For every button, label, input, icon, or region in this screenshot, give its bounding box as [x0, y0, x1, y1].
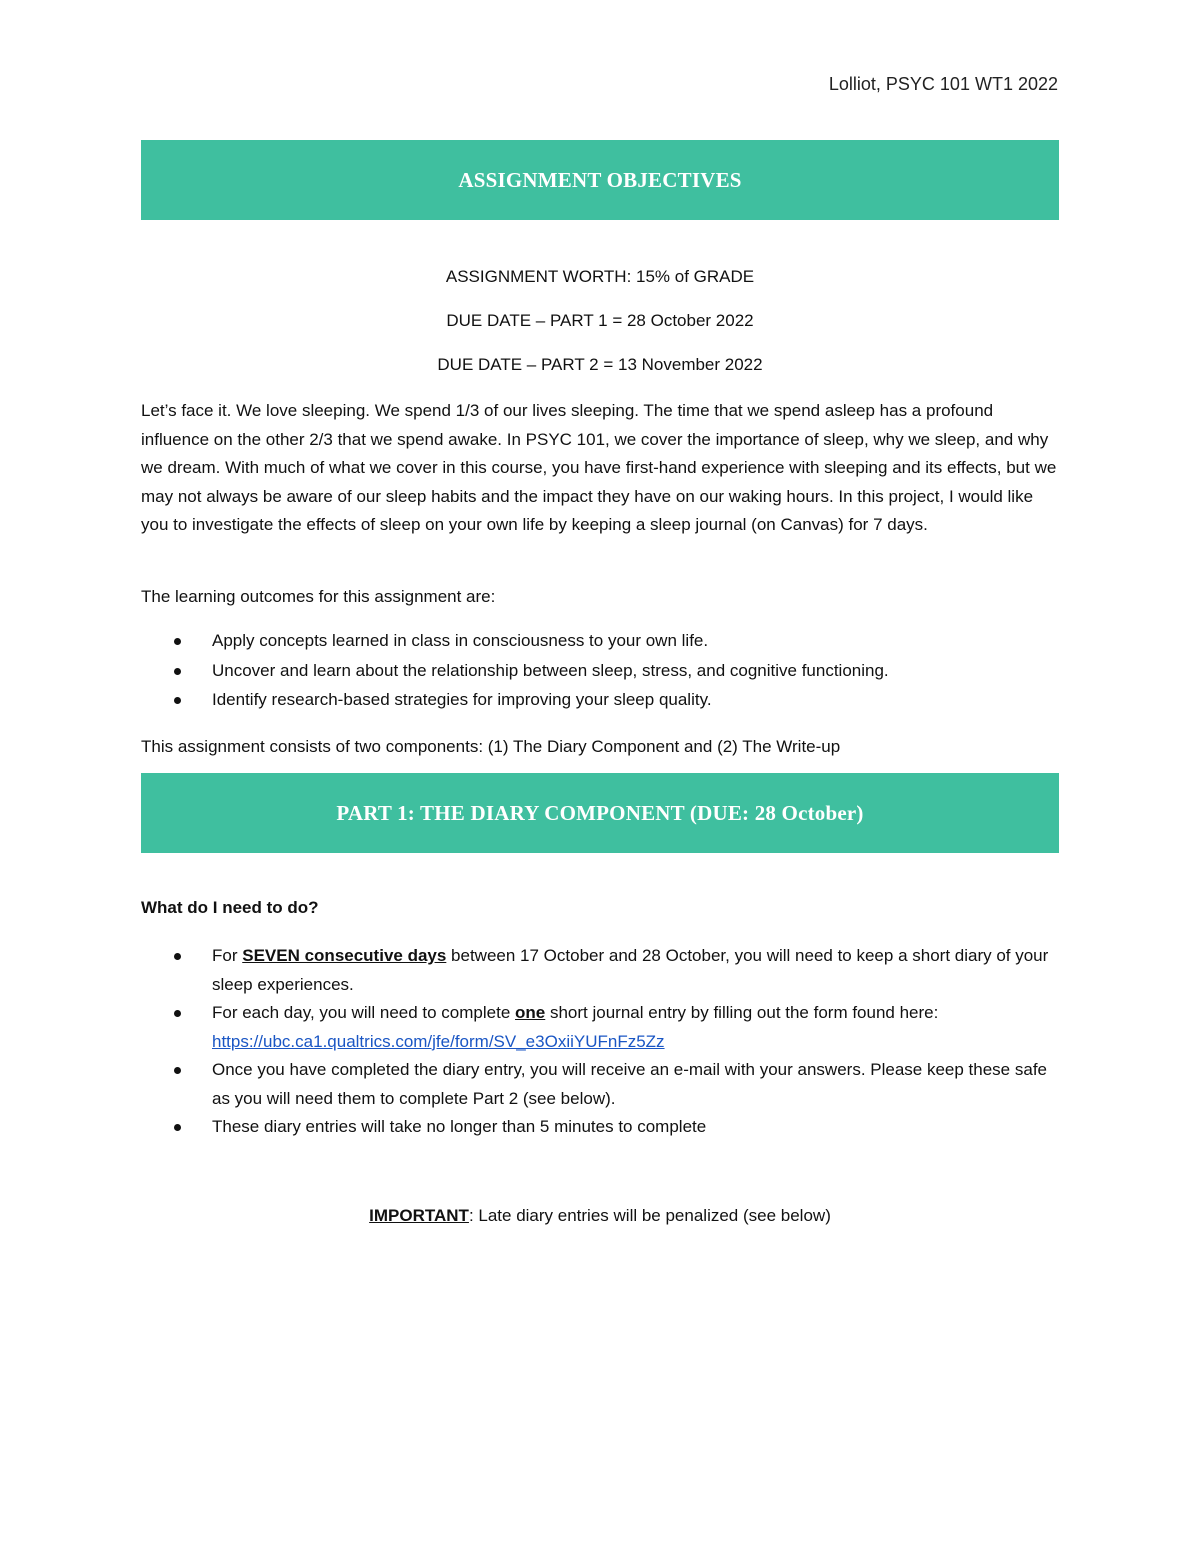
- assignment-worth: ASSIGNMENT WORTH: 15% of GRADE: [445, 267, 755, 286]
- components-sentence: This assignment consists of two components: (1) The Diary Component and (2) The Write-up: [141, 737, 841, 756]
- list-item: [141, 686, 1059, 715]
- list-item: [141, 999, 1059, 1056]
- qualtrics-form-link[interactable]: https://ubc.ca1.qualtrics.com/jfe/form/SV_e3OxiiYUFnFz5Zz: [212, 1031, 665, 1051]
- task2-emphasis: one: [515, 1003, 546, 1022]
- list-item: [141, 627, 1059, 656]
- running-header: Lolliot, PSYC 101 WT1 2022: [828, 74, 1058, 94]
- important-label: IMPORTANT: [369, 1206, 469, 1225]
- task1-pre: For: [212, 946, 243, 965]
- task1-emphasis: SEVEN consecutive days: [242, 946, 447, 965]
- task2-mid: short journal entry by filling out the form found here:: [545, 1003, 939, 1022]
- bullet-icon: [174, 1010, 181, 1017]
- due-date-part2: DUE DATE – PART 2 = 13 November 2022: [437, 355, 763, 374]
- list-item: [141, 942, 1059, 999]
- due-date-part1: DUE DATE – PART 1 = 28 October 2022: [446, 311, 754, 330]
- bullet-icon: [174, 668, 181, 675]
- outcome-text: Identify research-based strategies for improving your sleep quality.: [212, 690, 712, 709]
- outcomes-intro: The learning outcomes for this assignment are:: [141, 587, 496, 606]
- task-list: [141, 942, 1059, 1142]
- list-item: [141, 1056, 1059, 1113]
- objectives-banner: [141, 140, 1059, 220]
- task2-pre: For each day, you will need to complete: [212, 1003, 516, 1022]
- important-text: : Late diary entries will be penalized (see below): [468, 1206, 831, 1225]
- list-item: [141, 1113, 1059, 1142]
- bullet-icon: [174, 638, 181, 645]
- learning-outcomes-list: [141, 627, 1059, 716]
- outcome-text: Apply concepts learned in class in consciousness to your own life.: [212, 631, 709, 650]
- task1-post: between 17 October and 28 October, you will need to keep a short diary of your sleep experiences.: [212, 946, 1049, 994]
- task4-text: These diary entries will take no longer than 5 minutes to complete: [212, 1117, 707, 1136]
- part1-banner-title: PART 1: THE DIARY COMPONENT (DUE: 28 October): [336, 800, 864, 825]
- part1-banner: [141, 773, 1059, 853]
- what-to-do-heading: What do I need to do?: [141, 898, 319, 917]
- bullet-icon: [174, 697, 181, 704]
- important-note: [141, 1206, 1059, 1226]
- bullet-icon: [174, 1067, 181, 1074]
- bullet-icon: [174, 953, 181, 960]
- list-item: [141, 657, 1059, 686]
- intro-paragraph: Let’s face it. We love sleeping. We spend 1/3 of our lives sleeping. The time that we spend asleep has a profound influence on the other 2/3 that we spend awake. In PSYC 101, we cover the importance of sleep, why we sleep, and why we dream. With much of what we cover in this course, you have first-hand experience with sleeping and its effects, but we may not always be aware of our sleep habits and the impact they have on our waking hours. In this project, I would like you to investigate the effects of sleep on your own life by keeping a sleep journal (on Canvas) for 7 days.: [141, 401, 1057, 534]
- objectives-banner-title: ASSIGNMENT OBJECTIVES: [458, 167, 742, 192]
- outcome-text: Uncover and learn about the relationship between sleep, stress, and cognitive functioning.: [212, 660, 889, 680]
- task3-text: Once you have completed the diary entry, you will receive an e-mail with your answers. Please keep these safe as you will need them to complete Part 2 (see below).: [212, 1060, 1047, 1108]
- bullet-icon: [174, 1124, 181, 1131]
